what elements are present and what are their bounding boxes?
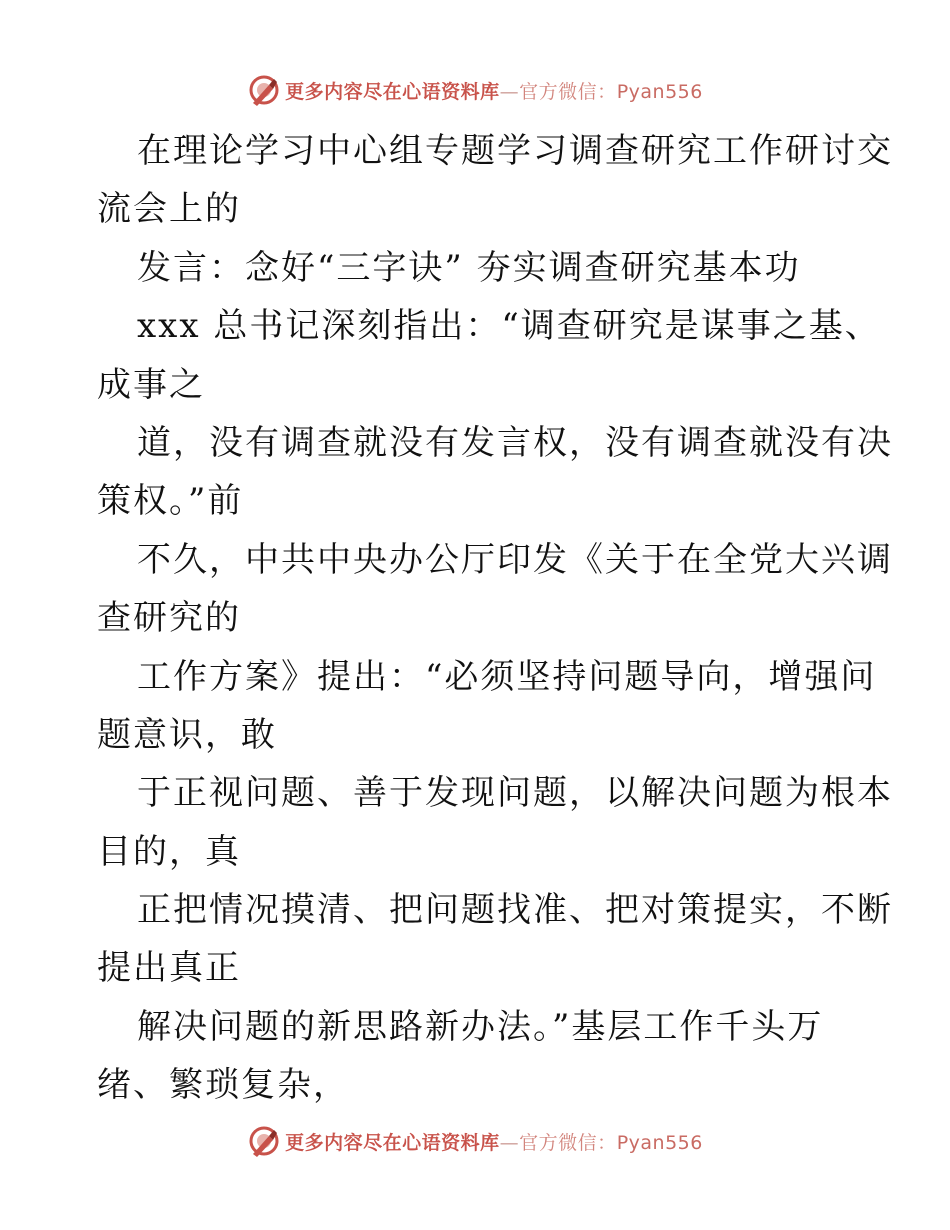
watermark-label: 官方微信： xyxy=(519,80,617,103)
text-line: 道，没有调查就没有发言权，没有调查就没有决 xyxy=(137,422,893,463)
text-line: 流会上的 xyxy=(97,189,241,230)
pen-seal-icon xyxy=(247,73,281,107)
text-line: 正把情况摸清、把问题找准、把对策提实，不断 xyxy=(137,890,893,931)
footer-watermark xyxy=(0,1121,950,1161)
watermark-label: 官方微信： xyxy=(519,1131,617,1154)
watermark-wechat-id: Pyan556 xyxy=(616,1131,703,1154)
watermark-main-text: 更多内容尽在心语资料库 xyxy=(285,1131,500,1154)
text-line: 题意识，敢 xyxy=(97,714,277,755)
text-line: 工作方案》提出：“必须坚持问题导向，增强问 xyxy=(137,656,877,697)
text-line: 成事之 xyxy=(97,364,205,405)
text-line: xxx 总书记深刻指出：“调查研究是谋事之基、 xyxy=(137,306,881,347)
watermark-main-text: 更多内容尽在心语资料库 xyxy=(285,80,500,103)
text-line: 绪、繁琐复杂， xyxy=(97,1065,349,1106)
watermark-wechat-id: Pyan556 xyxy=(616,80,703,103)
text-line: 发言：念好“三字诀” 夯实调查研究基本功 xyxy=(137,247,801,288)
text-line: 于正视问题、善于发现问题，以解决问题为根本 xyxy=(137,773,893,814)
pen-seal-icon xyxy=(247,1124,281,1158)
text-line: 目的，真 xyxy=(97,831,241,872)
text-line: 解决问题的新思路新办法。”基层工作千头万 xyxy=(137,1006,824,1047)
document-body xyxy=(97,122,893,1115)
text-line: 策权。”前 xyxy=(97,481,244,522)
text-line: 不久，中共中央办公厅印发《关于在全党大兴调 xyxy=(137,539,893,580)
watermark-dash: — xyxy=(499,1131,520,1154)
text-line: 提出真正 xyxy=(97,948,241,989)
watermark-dash: — xyxy=(499,80,520,103)
header-watermark xyxy=(0,70,950,110)
text-line: 在理论学习中心组专题学习调查研究工作研讨交 xyxy=(137,131,893,171)
text-line: 查研究的 xyxy=(97,598,241,639)
